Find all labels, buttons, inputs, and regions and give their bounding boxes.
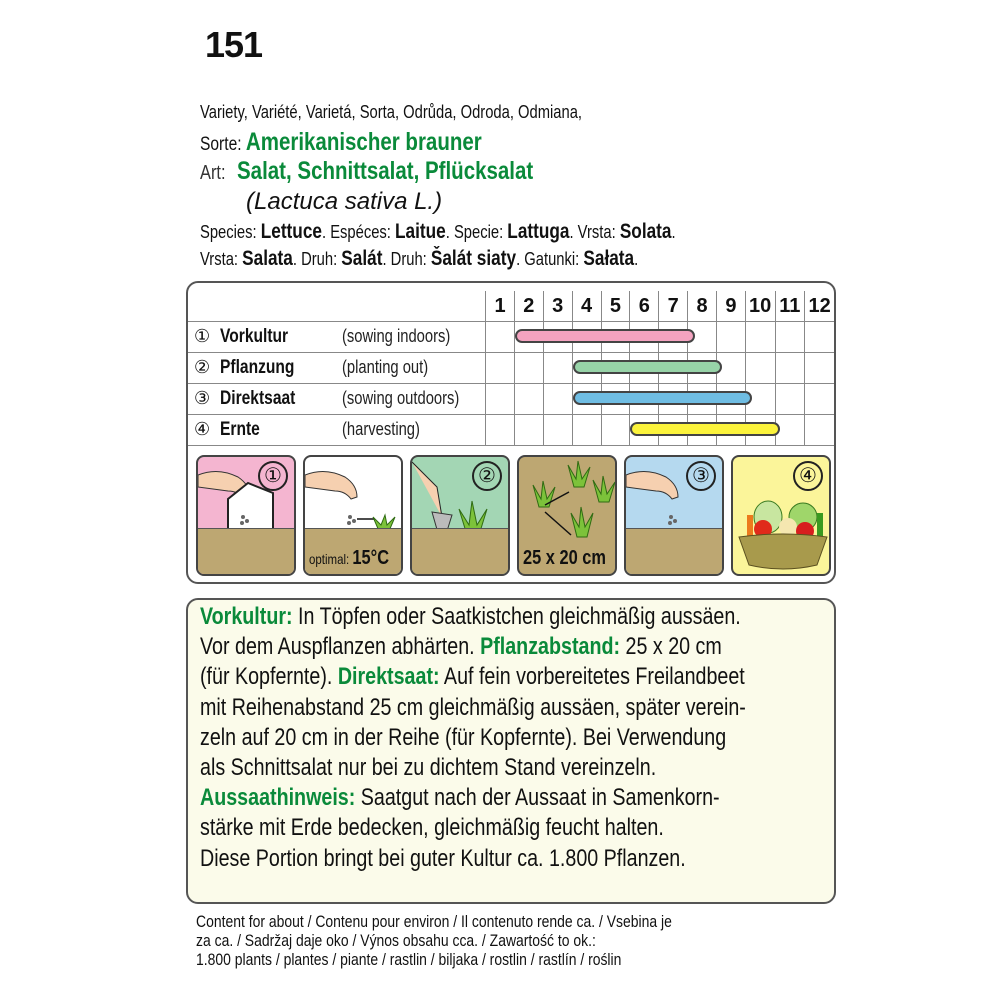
instructions-line: Vor dem Auspflanzen abhärten. Pflanzabstand: 25 x 20 cm	[200, 633, 722, 661]
instruction-pictograms	[196, 455, 831, 576]
month-header: 3	[543, 291, 572, 322]
instructions-line: Vorkultur: In Töpfen oder Saatkistchen gleichmäßig aussäen.	[200, 603, 741, 630]
month-header: 7	[659, 291, 688, 322]
month-header: 4	[572, 291, 601, 322]
activity-en: (planting out)	[342, 357, 429, 377]
month-header: 8	[688, 291, 717, 322]
month-cell	[775, 384, 805, 415]
month-header: 2	[514, 291, 543, 322]
pictogram-tile	[303, 455, 403, 576]
month-cell	[514, 353, 543, 384]
month-cell	[775, 322, 805, 353]
instructions-line: zeln auf 20 cm in der Reihe (für Kopfernte). Bei Verwendung	[200, 723, 727, 751]
packet-number: 151	[205, 24, 263, 65]
month-cell	[572, 353, 601, 384]
calendar-row	[188, 353, 834, 384]
month-cell	[514, 415, 543, 446]
period-bar	[630, 422, 780, 436]
instructions-box	[186, 598, 836, 904]
activity-en: (harvesting)	[342, 419, 420, 439]
month-cell	[543, 384, 572, 415]
month-header: 1	[486, 291, 515, 322]
step-number: ③	[194, 388, 211, 408]
activity-de: Pflanzung	[220, 357, 295, 378]
step-number: ②	[194, 357, 211, 377]
month-cell	[543, 415, 572, 446]
month-cell	[486, 384, 515, 415]
hand-sowing-icon	[305, 457, 403, 537]
species-line-1: Species: Lettuce. Espéces: Laitue. Specie: Lattuga. Vrsta: Solata.	[200, 220, 676, 243]
step-badge: ④	[793, 461, 823, 491]
month-header: 9	[716, 291, 745, 322]
activity-de: Vorkultur	[220, 326, 289, 347]
month-header: 10	[745, 291, 775, 322]
variety-labels: Variety, Variété, Varietá, Sorta, Odrůda, Odroda, Odmiana,	[200, 102, 583, 122]
month-cell	[572, 415, 601, 446]
month-header: 5	[601, 291, 630, 322]
calendar-row	[188, 384, 834, 415]
month-header: 11	[775, 291, 805, 322]
calendar-row	[188, 415, 834, 446]
month-cell	[572, 384, 601, 415]
month-header: 12	[805, 291, 834, 322]
month-cell	[805, 353, 834, 384]
instructions-line: stärke mit Erde bedecken, gleichmäßig feucht halten.	[200, 814, 664, 842]
month-cell	[805, 322, 834, 353]
step-number: ①	[194, 326, 211, 346]
pictogram-tile	[624, 455, 724, 576]
month-cell	[805, 384, 834, 415]
month-header: 6	[630, 291, 659, 322]
activity-en: (sowing outdoors)	[342, 388, 460, 408]
spacing-plants-icon	[519, 457, 617, 547]
step-badge: ②	[472, 461, 502, 491]
activity-en: (sowing indoors)	[342, 326, 451, 346]
month-cell	[775, 353, 805, 384]
pictogram-tile	[731, 455, 831, 576]
crop-type: Art: Salat, Schnittsalat, Pflücksalat	[200, 157, 534, 185]
month-cell	[805, 415, 834, 446]
species-line-2: Vrsta: Salata. Druh: Salát. Druh: Šalát siaty. Gatunki: Sałata.	[200, 247, 639, 270]
instructions-line: als Schnittsalat nur bei zu dichtem Stand vereinzeln.	[200, 754, 657, 782]
pictogram-tile	[410, 455, 510, 576]
month-cell	[486, 353, 515, 384]
step-badge: ①	[258, 461, 288, 491]
month-cell	[745, 322, 775, 353]
pictogram-caption: 25 x 20 cm	[523, 547, 606, 569]
latin-name: (Lactuca sativa L.)	[246, 188, 443, 215]
seed-count-footer: Content for about / Contenu pour environ / Il contenuto rende ca. / Vsebina je za ca. / Sadržaj daje oko / Výnos obsahu cca. / Zawartość to ok.: 1.800 plants / plantes / piante / rastlin / biljaka / rostlin / rastlín / roślin	[196, 912, 672, 969]
month-cell	[514, 322, 543, 353]
sowing-calendar	[188, 291, 834, 446]
month-cell	[486, 322, 515, 353]
instructions-line: mit Reihenabstand 25 cm gleichmäßig aussäen, später verein-	[200, 693, 746, 721]
soil	[412, 528, 508, 574]
instructions-line: Diese Portion bringt bei guter Kultur ca. 1.800 Pflanzen.	[200, 844, 686, 872]
pictogram-caption: optimal: 15°C	[309, 547, 390, 569]
instructions-line: (für Kopfernte). Direktsaat: Auf fein vorbereitetes Freilandbeet	[200, 663, 745, 691]
variety-name: Sorte: Amerikanischer brauner	[200, 128, 482, 156]
month-cell	[716, 322, 745, 353]
month-cell	[601, 415, 630, 446]
calendar-row	[188, 322, 834, 353]
period-bar	[515, 329, 695, 343]
period-bar	[573, 391, 753, 405]
month-cell	[745, 353, 775, 384]
pictogram-tile	[517, 455, 617, 576]
month-cell	[543, 353, 572, 384]
soil	[198, 528, 294, 574]
month-cell	[630, 415, 659, 446]
activity-de: Direktsaat	[220, 388, 296, 409]
month-cell	[486, 415, 515, 446]
step-number: ④	[194, 419, 211, 439]
instructions-line: Aussaathinweis: Saatgut nach der Aussaat in Samenkorn-	[200, 784, 720, 812]
soil	[626, 528, 722, 574]
activity-de: Ernte	[220, 419, 260, 440]
calendar-header-blank	[188, 291, 486, 322]
pictogram-tile	[196, 455, 296, 576]
month-cell	[514, 384, 543, 415]
sowing-calendar-panel	[186, 281, 836, 584]
period-bar	[573, 360, 723, 374]
step-badge: ③	[686, 461, 716, 491]
